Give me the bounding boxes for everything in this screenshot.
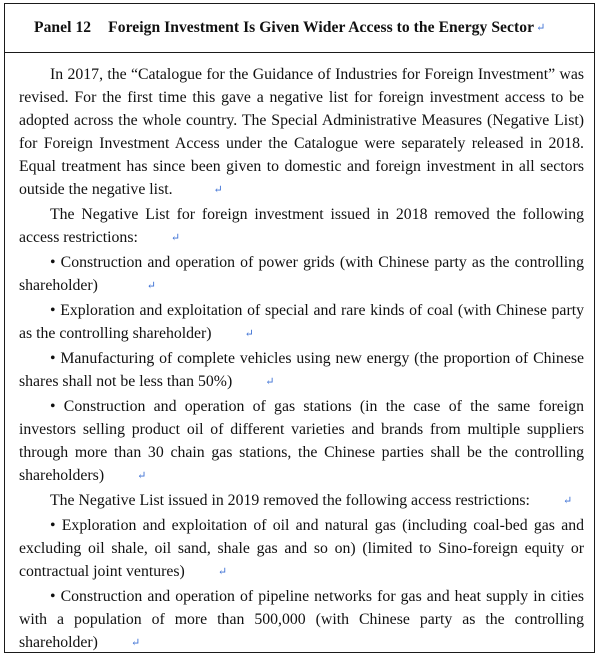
list-item-text: Exploration and exploitation of special and rare kinds of coal (with Chinese party as the controlling shareholder) <box>19 302 584 342</box>
panel-box <box>4 3 595 653</box>
paragraph-text: The Negative List issued in 2019 removed the following access restrictions: <box>50 492 530 509</box>
list-item <box>19 585 584 656</box>
paragraph-text: The Negative List for foreign investment issued in 2018 removed the following access restrictions: <box>19 206 584 246</box>
list-item <box>19 299 584 347</box>
list-item <box>19 514 584 585</box>
paragraph-return-icon: ↵ <box>170 232 181 244</box>
list-item-text: Construction and operation of power grids (with Chinese party as the controlling shareholder) <box>19 254 584 294</box>
list-item <box>19 395 584 489</box>
panel-header <box>5 4 594 53</box>
paragraph-return-icon: ↵ <box>562 495 573 507</box>
panel-body <box>5 53 594 656</box>
paragraph-return-icon: ↵ <box>265 376 275 388</box>
paragraph-return-icon: ↵ <box>137 470 147 482</box>
list-item <box>19 251 584 299</box>
list-item <box>19 347 584 395</box>
paragraph-return-icon: ↵ <box>130 637 141 649</box>
paragraph-return-icon: ↵ <box>217 566 228 578</box>
paragraph-return-icon: ↵ <box>244 328 254 340</box>
intro-paragraph <box>19 63 584 203</box>
list-2018-heading <box>19 203 584 251</box>
paragraph-return-icon: ↵ <box>146 280 156 292</box>
paragraph-return-icon: ↵ <box>213 184 223 196</box>
paragraph-return-icon: ↵ <box>536 21 546 34</box>
paragraph-text: In 2017, the “Catalogue for the Guidance of Industries for Foreign Investment” was revised. For the first time this gave a negative list for foreign investment access to be adopted across the whole country. The Special Administrative Measures (Negative List) for Foreign Investment Access under the Catalogue were separately released in 2018. Equal treatment has since been given to domestic and foreign investment in all sectors outside the negative list. <box>19 66 584 198</box>
list-item-text: Construction and operation of gas stations (in the case of the same foreign investors selling product oil of different varieties and brands from multiple suppliers through more than 30 chain gas stations, the Chinese parties shall be the controlling shareholders) <box>19 398 585 484</box>
list-item-text: Manufacturing of complete vehicles using new energy (the proportion of Chinese shares shall not be less than 50%) <box>19 350 584 390</box>
list-item-text: Construction and operation of pipeline networks for gas and heat supply in cities with a population of more than 500,000 (with Chinese party as the controlling shareholder) <box>19 588 584 651</box>
list-item-text: Exploration and exploitation of oil and natural gas (including coal-bed gas and excluding oil shale, oil sand, shale gas and so on) (limited to Sino-foreign equity or contractual joint ventures) <box>19 517 584 580</box>
list-2019-heading <box>19 489 584 514</box>
panel-title: Foreign Investment Is Given Wider Access to the Energy Sector <box>108 19 535 36</box>
panel-number: Panel 12 <box>34 19 92 36</box>
